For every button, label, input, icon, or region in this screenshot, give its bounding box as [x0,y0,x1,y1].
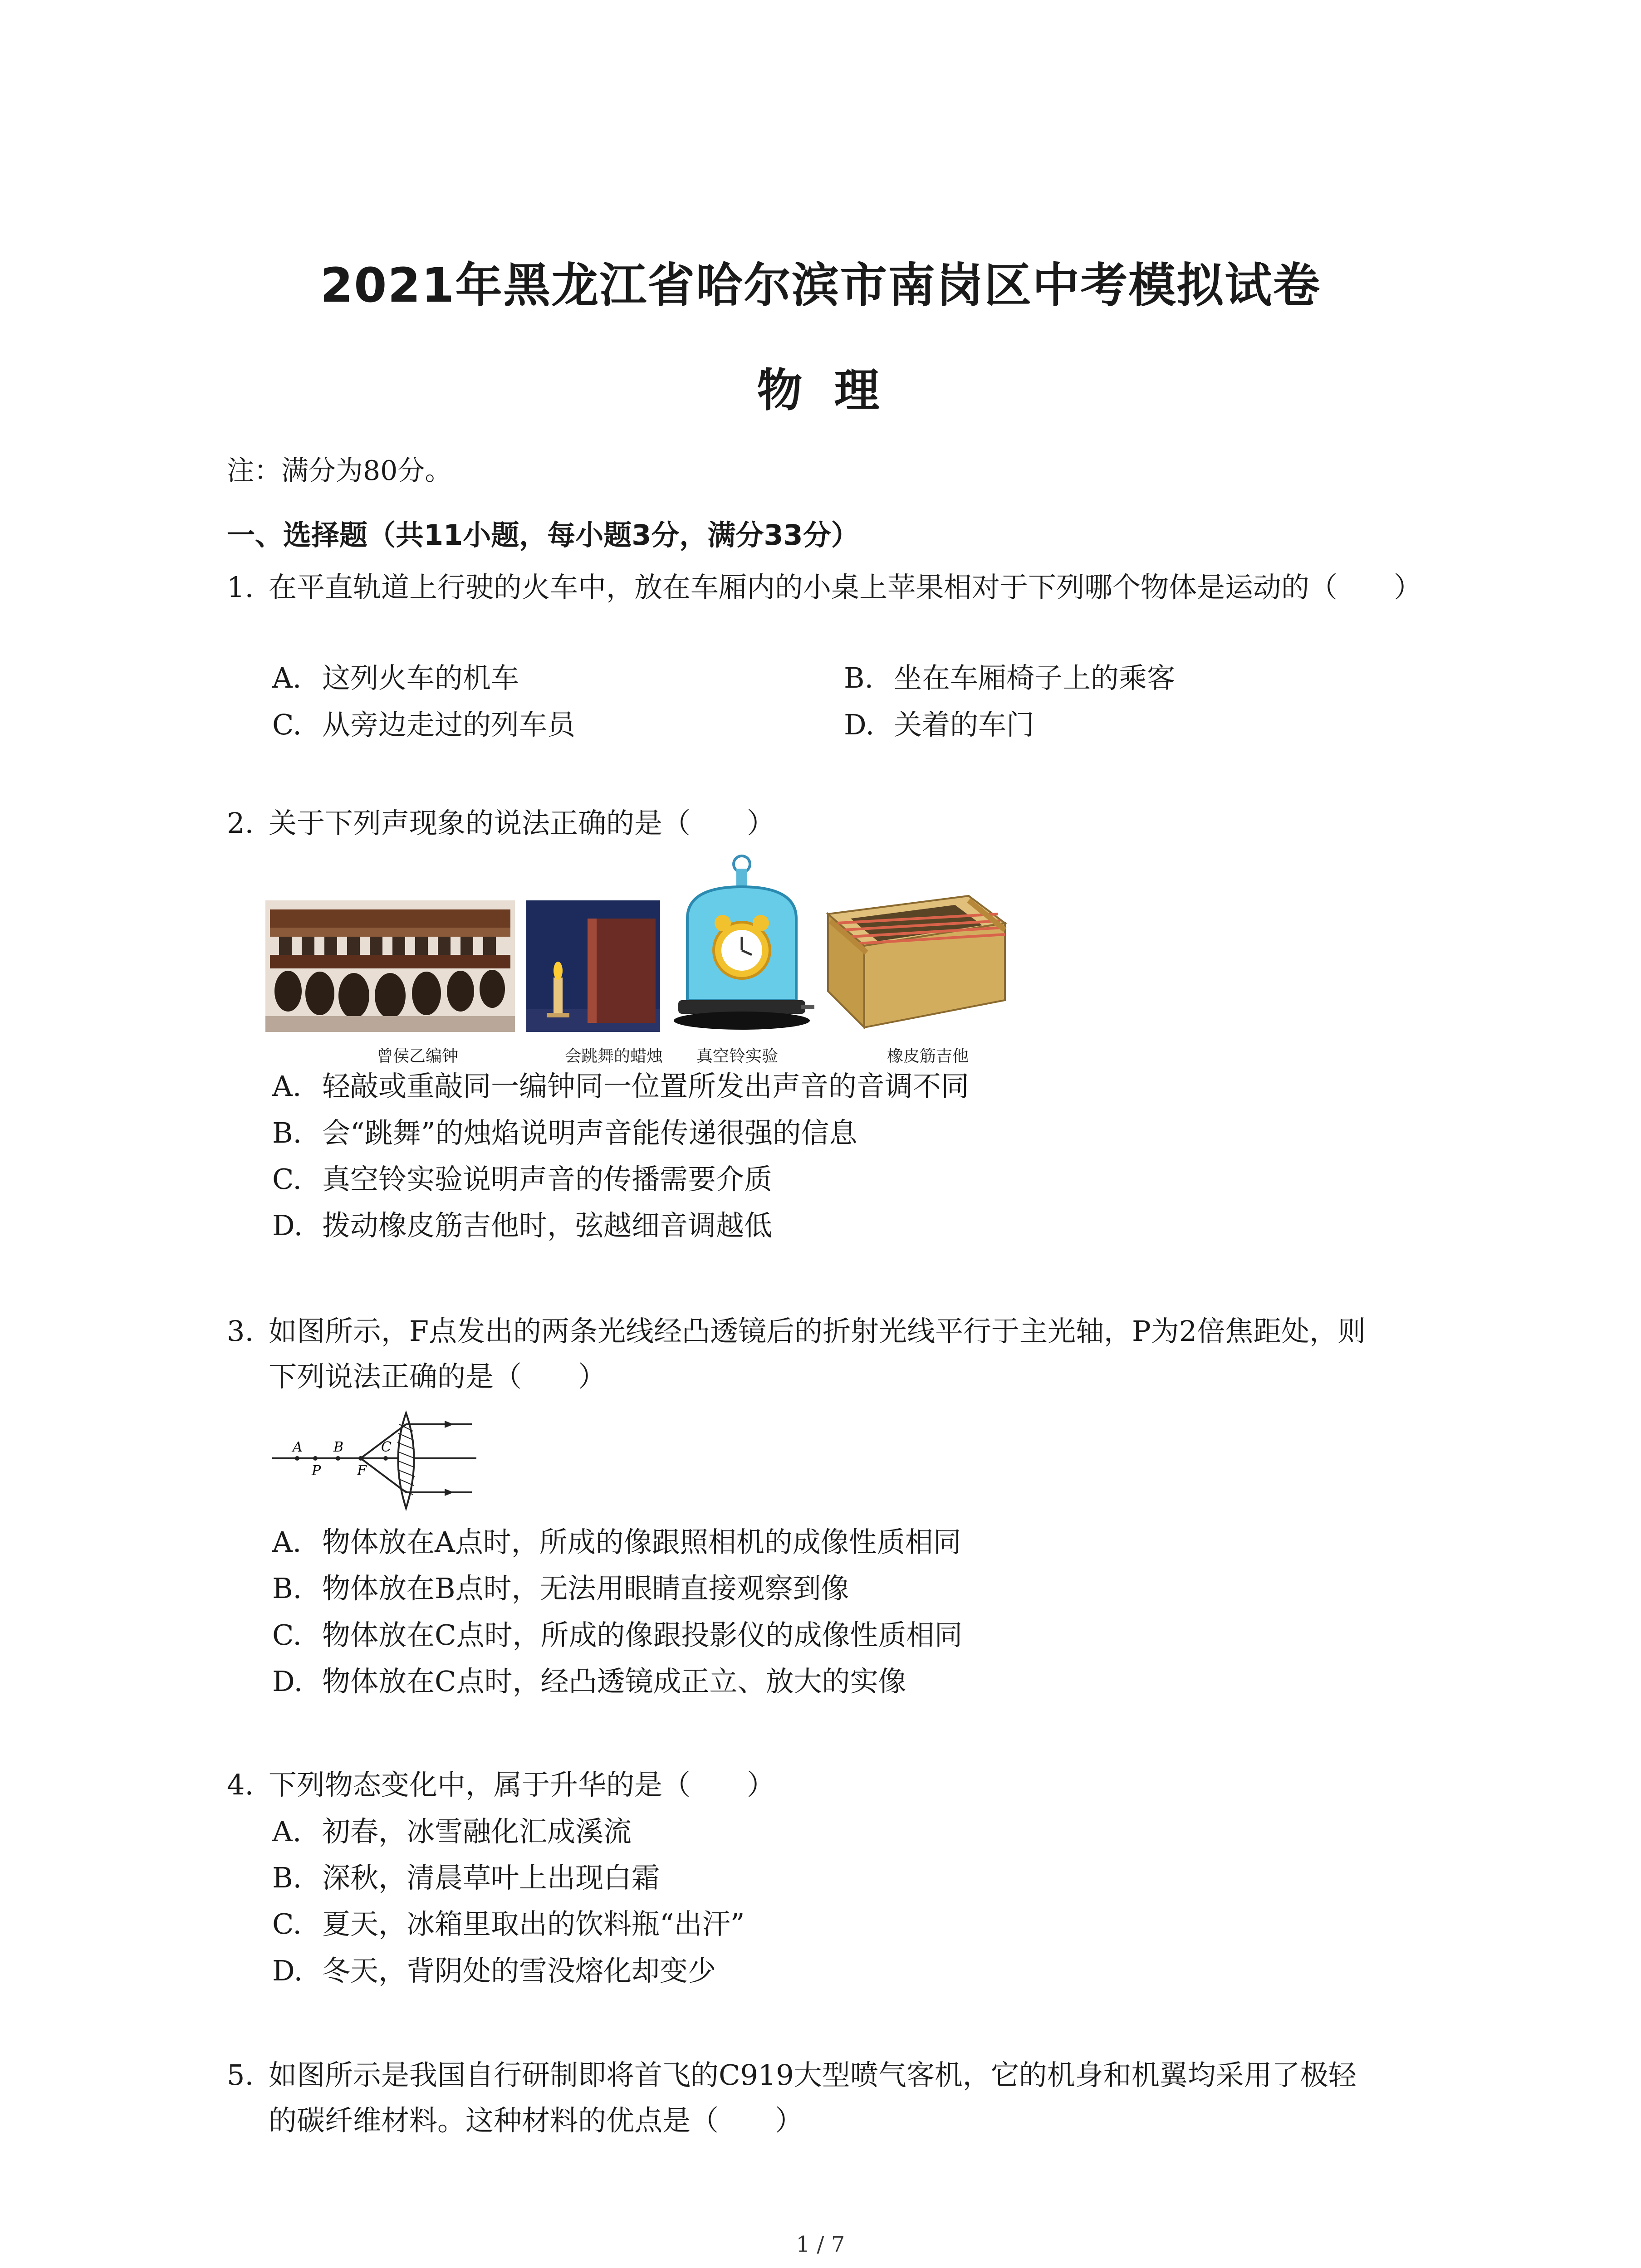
option-text: 物体放在C点时，经凸透镜成正立、放大的实像 [322,1665,906,1698]
label-p: P [312,1463,321,1479]
question-stem [269,1309,1494,1399]
option-text: 从旁边走过的列车员 [322,708,576,741]
q4-option-b[interactable] [272,1855,660,1901]
option-text: 初春，冰雪融化汇成溪流 [322,1815,632,1848]
q3-option-b[interactable] [272,1566,849,1611]
page-number: 1 / 7 [796,2232,845,2257]
q2-option-d[interactable] [272,1203,772,1248]
caption-candle: 会跳舞的蜡烛 [565,1047,663,1066]
option-text: 物体放在B点时，无法用眼睛直接观察到像 [322,1572,849,1605]
question-5 [227,2053,1494,2143]
q3-option-d[interactable] [272,1659,906,1704]
page-title: 2021年黑龙江省哈尔滨市南岗区中考模拟试卷 [320,258,1321,313]
option-text: 拨动橡皮筋吉他时，弦越细音调越低 [322,1209,773,1242]
option-label: D. [272,1665,303,1698]
option-label: A. [272,1815,302,1848]
option-label: B. [272,1116,302,1149]
option-label: D. [844,708,875,741]
label-c: C [381,1439,392,1455]
q3-option-a[interactable] [272,1520,961,1565]
candle-image [526,900,660,1032]
option-text: 轻敲或重敲同一编钟同一位置所发出声音的音调不同 [322,1070,970,1103]
option-text: 关着的车门 [894,708,1035,741]
stem-line-2: 的碳纤维材料。这种材料的优点是（ ） [269,2104,803,2137]
option-label: C. [272,1907,302,1941]
option-label: B. [272,1572,302,1605]
q2-option-c[interactable] [272,1157,772,1202]
option-label: A. [272,1070,302,1103]
section-heading: 一、选择题（共11小题，每小题3分，满分33分） [227,518,859,552]
caption-bell-jar: 真空铃实验 [696,1047,779,1066]
option-text: 坐在车厢椅子上的乘客 [894,661,1176,694]
option-text: 这列火车的机车 [322,661,519,694]
option-text: 物体放在A点时，所成的像跟照相机的成像性质相同 [322,1525,961,1559]
option-text: 会“跳舞”的烛焰说明声音能传递很强的信息 [322,1116,857,1149]
stem-line-1: 如图所示是我国自行研制即将首飞的C919大型喷气客机，它的机身和机翼均采用了极轻 [269,2058,1357,2092]
question-2 [227,801,1494,846]
q3-option-c[interactable] [272,1613,962,1658]
q1-option-c[interactable] [272,702,575,748]
question-stem: 关于下列声现象的说法正确的是（ ） [269,807,775,840]
q4-option-c[interactable] [272,1901,745,1947]
q2-option-a[interactable] [272,1064,969,1109]
option-label: D. [272,1954,303,1987]
stem-line-2: 下列说法正确的是（ ） [269,1360,607,1393]
score-note: 注：满分为80分。 [227,455,452,487]
question-number: 5. [227,2058,254,2092]
option-label: A. [272,1525,302,1559]
option-label: B. [272,1861,302,1894]
question-number: 1. [227,571,254,604]
stem-line-1: 如图所示，F点发出的两条光线经凸透镜后的折射光线平行于主光轴，P为2倍焦距处，则 [269,1315,1366,1348]
option-text: 物体放在C点时，所成的像跟投影仪的成像性质相同 [322,1618,963,1652]
convex-lens-diagram [272,1406,481,1524]
question-1 [227,565,1494,610]
option-text: 夏天，冰箱里取出的饮料瓶“出汗” [322,1907,745,1941]
q1-option-d[interactable] [844,702,1034,748]
bianzhong-image [265,900,515,1032]
q1-option-a[interactable] [272,655,519,701]
option-text: 深秋，清晨草叶上出现白霜 [322,1861,660,1894]
caption-guitar: 橡皮筋吉他 [887,1047,969,1066]
option-label: C. [272,1163,302,1196]
question-4 [227,1762,1494,1808]
question-number: 3. [227,1315,254,1348]
caption-bianzhong: 曾侯乙编钟 [377,1047,459,1066]
label-a: A [293,1439,303,1455]
question-stem [269,2053,1494,2143]
option-label: D. [272,1209,303,1242]
question-stem: 在平直轨道上行驶的火车中，放在车厢内的小桌上苹果相对于下列哪个物体是运动的（ ） [269,571,1422,604]
question-3 [227,1309,1494,1399]
q2-option-b[interactable] [272,1110,857,1156]
option-text: 真空铃实验说明声音的传播需要介质 [322,1163,773,1196]
page-subtitle: 物理 [757,364,911,417]
question-number: 4. [227,1768,254,1801]
option-label: C. [272,1618,302,1652]
option-text: 冬天，背阴处的雪没熔化却变少 [322,1954,716,1987]
question-stem: 下列物态变化中，属于升华的是（ ） [269,1768,775,1801]
label-f: F [357,1463,367,1479]
label-b: B [333,1439,344,1455]
question-number: 2. [227,807,254,840]
option-label: C. [272,708,302,741]
option-label: B. [844,661,874,694]
option-label: A. [272,661,302,694]
bell-jar-image [669,850,814,1032]
q4-option-a[interactable] [272,1809,632,1854]
rubber-band-guitar-image [819,887,1012,1032]
q1-option-b[interactable] [844,655,1175,701]
q4-option-d[interactable] [272,1948,716,1994]
